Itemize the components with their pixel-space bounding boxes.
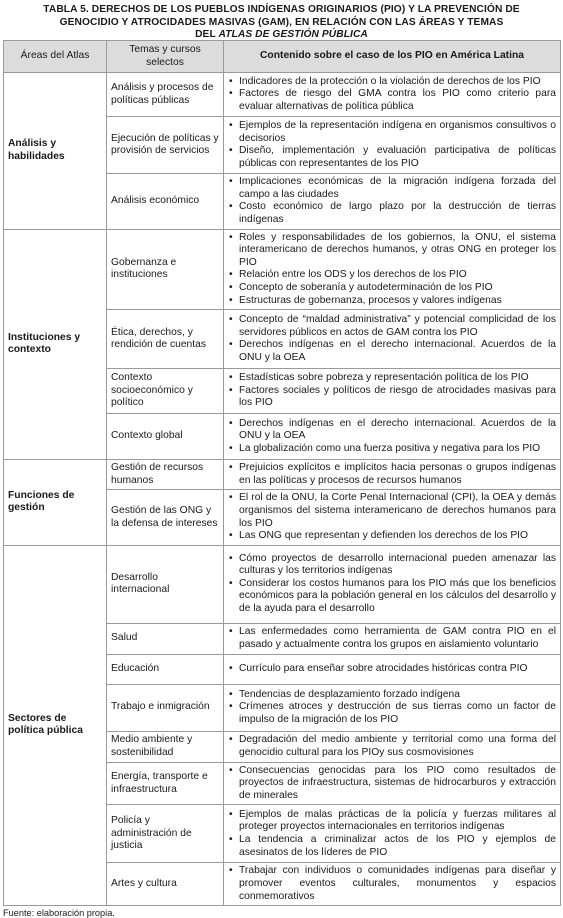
content-item: • Roles y responsabilidades de los gobiernos, la ONU, el sistema interamericano de derechos humanos, y otras ONG en proteger los PIO [239,232,556,270]
area-cell: Sectores de política pública [4,545,107,906]
content-cell [224,654,561,684]
header-areas: Áreas del Atlas [4,41,107,73]
topic-cell: Trabajo e inmigración [107,684,224,731]
topic-cell: Educación [107,654,224,684]
content-item: • La tendencia a criminalizar actos de los PIO y ejemplos de asesinatos de los líderes de PIO [239,834,556,859]
content-cell [224,117,561,174]
table-row [4,460,561,490]
table-title [0,0,563,40]
source-note: Fuente: elaboración propia. [3,908,115,918]
content-item: • Relación entre los ODS y los derechos de los PIO [239,269,556,282]
area-cell: Instituciones y contexto [4,229,107,460]
topic-cell: Salud [107,623,224,654]
table-row [4,73,561,117]
topic-cell: Contexto socioeconómico y político [107,369,224,414]
content-item: • Cómo proyectos de desarrollo internacional pueden amenazar las culturas y los territorios indígenas [239,553,556,578]
header-row [4,41,561,73]
content-cell [224,863,561,906]
content-item: • Factores sociales y políticos de riesgo de atrocidades masivas para los PIO [239,385,556,410]
content-item: • El rol de la ONU, la Corte Penal Internacional (CPI), la OEA y demás organismos del sistema interamericano de derechos humanos para los PIO [239,492,556,530]
area-cell: Funciones de gestión [4,460,107,546]
table-row [4,229,561,310]
content-cell [224,490,561,545]
table-row [4,545,561,623]
content-cell [224,369,561,414]
content-item: • Estructuras de gobernanza, procesos y valores indígenas [239,295,556,308]
content-item: • Degradación del medio ambiente y territorial como una forma del genocidio cultural para los PIOy sus cosmovisiones [239,734,556,759]
content-item: • Diseño, implementación y evaluación participativa de políticas públicas con representantes de los PIO [239,145,556,170]
content-cell [224,73,561,117]
topic-cell: Ética, derechos, y rendición de cuentas [107,310,224,369]
content-item: • Factores de riesgo del GMA contra los PIO como criterio para evaluar alternativas de política pública [239,88,556,113]
content-cell [224,229,561,310]
content-item: • Las enfermedades como herramienta de GAM contra PIO en el pasado y actualmente contra los grupos en aislamiento voluntario [239,626,556,651]
topic-cell: Ejecución de políticas y provisión de servicios [107,117,224,174]
topic-cell: Desarrollo internacional [107,545,224,623]
content-item: • Considerar los costos humanos para los PIO más que los beneficios económicos para la población general en los cálculos del desarrollo y de la ayuda para el desarrollo [239,578,556,616]
title-line-1: TABLA 5. DERECHOS DE LOS PUEBLOS INDÍGENAS ORIGINARIOS (PIO) Y LA PREVENCIÓN DE [43,4,520,15]
content-cell [224,174,561,229]
content-item: • Implicaciones económicas de la migración indígena forzada del campo a las ciudades [239,176,556,201]
title-line-2: GENOCIDIO Y ATROCIDADES MASIVAS (GAM), EN RELACIÓN CON LAS ÁREAS Y TEMAS [59,16,504,28]
title-line-3-italic: ATLAS DE GESTIÓN PÚBLICA [218,29,368,40]
content-item: • Prejuicios explícitos e implícitos hacia personas o grupos indígenas en las políticas y procesos de recursos humanos [239,462,556,487]
content-item: • Trabajar con individuos o comunidades indígenas para diseñar y promover eventos culturales, monumentos y espacios conmemorativos [239,865,556,903]
content-cell [224,460,561,490]
content-item: • Consecuencias genocidas para los PIO como resultados de proyectos de infraestructura, sistemas de hidrocarburos y extracción de minerales [239,765,556,803]
content-cell [224,414,561,460]
rights-table [3,40,561,906]
content-item: • Ejemplos de la representación indígena en organismos consultivos o decisorios [239,120,556,145]
content-item: • Concepto de “maldad administrativa” y potencial complicidad de los servidores públicos en actos de GAM contra los PIO [239,314,556,339]
topic-cell: Análisis y procesos de políticas públicas [107,73,224,117]
topic-cell: Gestión de recursos humanos [107,460,224,490]
content-cell [224,762,561,805]
content-cell [224,805,561,863]
header-topics: Temas y cursos selectos [107,41,224,73]
content-item: • Crímenes atroces y destrucción de sus tierras como un factor de impulso de la migración de los PIO [239,701,556,726]
topic-cell: Artes y cultura [107,863,224,906]
topic-cell: Análisis económico [107,174,224,229]
content-item: • Tendencias de desplazamiento forzado indígena [239,689,556,702]
topic-cell: Policía y administración de justicia [107,805,224,863]
topic-cell: Energía, transporte e infraestructura [107,762,224,805]
content-item: • Ejemplos de malas prácticas de la policía y fuerzas militares al proteger proyectos internacionales en territorios indígenas [239,809,556,834]
title-line-3-prefix: DEL [195,29,219,40]
content-item: • La globalización como una fuerza positiva y negativa para los PIO [239,443,556,456]
content-cell [224,684,561,731]
content-cell [224,545,561,623]
header-content: Contenido sobre el caso de los PIO en América Latina [224,41,561,73]
content-item: • Derechos indígenas en el derecho internacional. Acuerdos de la ONU y la OEA [239,339,556,364]
topic-cell: Medio ambiente y sostenibilidad [107,731,224,762]
content-item: • Estadísticas sobre pobreza y representación política de los PIO [239,372,556,385]
content-item: • Costo económico de largo plazo por la destrucción de tierras indígenas [239,201,556,226]
content-item: • Indicadores de la protección o la violación de derechos de los PIO [239,76,556,89]
topic-cell: Gestión de las ONG y la defensa de intereses [107,490,224,545]
content-item: • Concepto de soberanía y autodeterminación de los PIO [239,282,556,295]
area-cell: Análisis y habilidades [4,73,107,229]
content-cell [224,623,561,654]
content-cell [224,310,561,369]
content-item: • Currículo para enseñar sobre atrocidades históricas contra PIO [239,663,556,676]
topic-cell: Contexto global [107,414,224,460]
content-cell [224,731,561,762]
content-item: • Derechos indígenas en el derecho internacional. Acuerdos de la ONU y la OEA [239,418,556,443]
topic-cell: Gobernanza e instituciones [107,229,224,310]
content-item: • Las ONG que representan y defienden los derechos de los PIO [239,530,556,543]
